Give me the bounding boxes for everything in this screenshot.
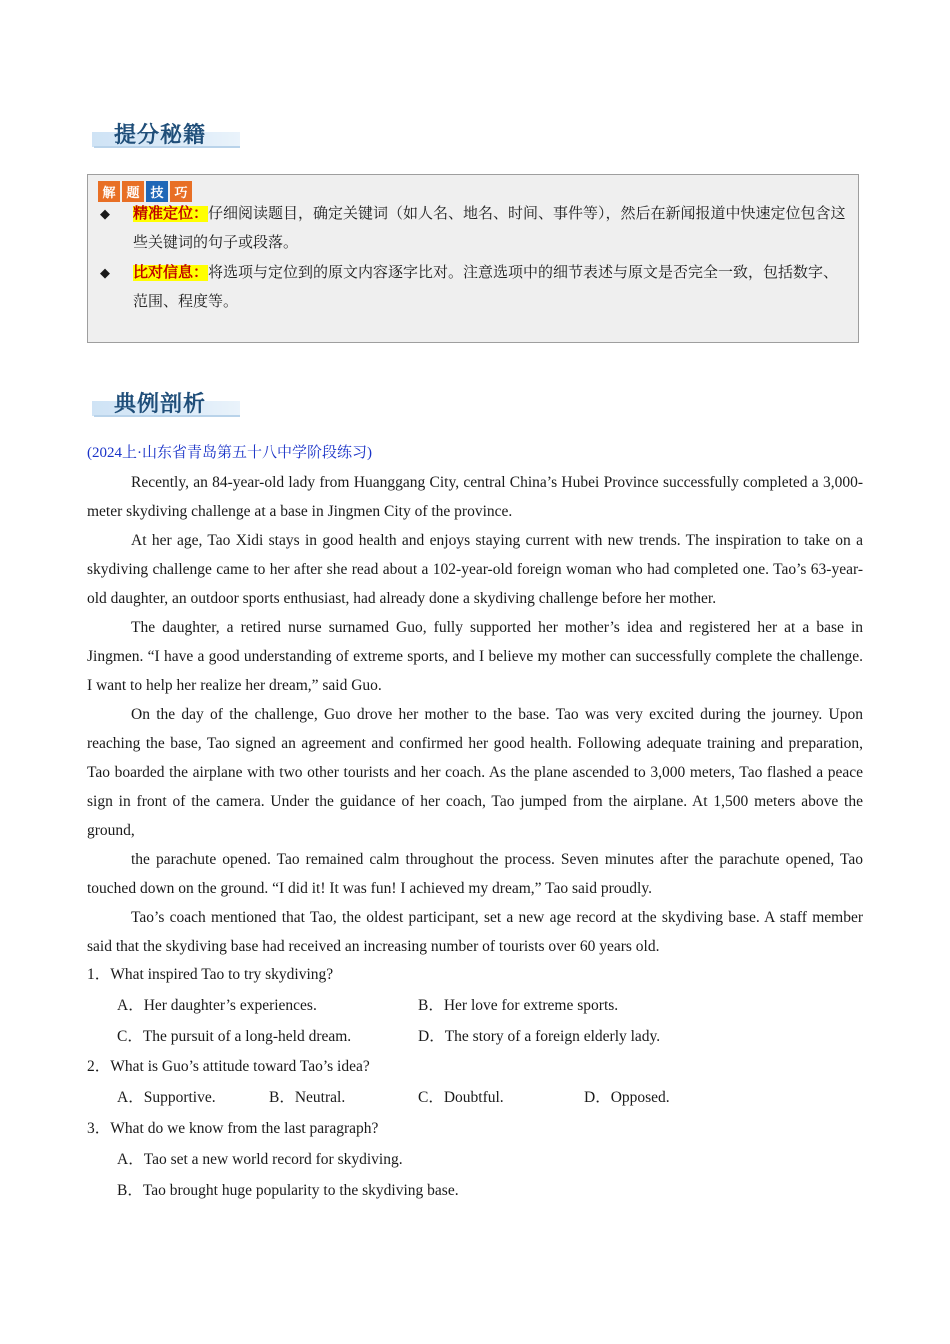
answer-option[interactable]: C．Doubtful. xyxy=(418,1089,504,1106)
tip-item xyxy=(100,259,852,317)
question-stem: 2．What is Guo’s attitude toward Tao’s idea? xyxy=(87,1058,370,1075)
source-citation: (2024上·山东省青岛第五十八中学阶段练习) xyxy=(87,445,372,461)
passage-paragraph: Recently, an 84-year-old lady from Huanggang City, central China’s Hubei Province successfully completed a 3,000-meter skydiving challenge at a base in Jingmen City of the province. xyxy=(87,474,863,520)
question-stem: 1．What inspired Tao to try skydiving? xyxy=(87,966,334,983)
tips-badge-group xyxy=(98,181,192,202)
answer-option[interactable]: B．Tao brought huge popularity to the skydiving base. xyxy=(117,1182,459,1199)
passage-paragraph: At her age, Tao Xidi stays in good health and enjoys staying current with new trends. The inspiration to take on a skydiving challenge came to her after she read about a 102-year-old foreign woman who had completed one. Tao’s 63-year-old daughter, an outdoor sports enthusiast, had already done a skydiving challenge before her mother. xyxy=(87,532,863,607)
answer-option[interactable]: D．Opposed. xyxy=(584,1089,670,1106)
answer-option[interactable]: D．The story of a foreign elderly lady. xyxy=(418,1028,661,1045)
answer-option[interactable]: A．Her daughter’s experiences. xyxy=(117,997,317,1014)
answer-option[interactable]: B．Her love for extreme sports. xyxy=(418,997,619,1014)
tip-item xyxy=(100,200,852,258)
tips-badge: 题 xyxy=(122,181,144,202)
tip-keyword: 比对信息： xyxy=(133,265,209,281)
example-section-title: 典例剖析 xyxy=(114,392,207,417)
answer-option[interactable]: B．Neutral. xyxy=(269,1089,346,1106)
answer-option[interactable]: C．The pursuit of a long-held dream. xyxy=(117,1028,352,1045)
tips-badge: 技 xyxy=(146,181,168,202)
passage-paragraph: On the day of the challenge, Guo drove her mother to the base. Tao was very excited during the journey. Upon reaching the base, Tao signed an agreement and confirmed her good health. Following adequate training and preparation, Tao boarded the airplane with two other tourists and her coach. As the plane ascended to 3,000 meters, Tao flashed a peace sign in front of the camera. Under the guidance of her coach, Tao jumped from the airplane. At 1,500 meters above the ground, xyxy=(87,706,863,839)
tips-box xyxy=(87,174,859,343)
passage-paragraph: The daughter, a retired nurse surnamed Guo, fully supported her mother’s idea and registered her at a base in Jingmen. “I have a good understanding of extreme sports, and I believe my mother can successfully complete the challenge. I want to help her realize her dream,” said Guo. xyxy=(87,619,863,694)
passage-paragraph: the parachute opened. Tao remained calm throughout the process. Seven minutes after the parachute opened, Tao touched down on the ground. “I did it! It was fun! I achieved my dream,” Tao said proudly. xyxy=(87,851,863,897)
answer-option[interactable]: A．Tao set a new world record for skydiving. xyxy=(117,1151,403,1168)
answer-option[interactable]: A．Supportive. xyxy=(117,1089,216,1106)
tips-section-banner xyxy=(92,118,242,150)
diamond-bullet-icon: ◆ xyxy=(100,266,110,281)
example-section-banner xyxy=(92,387,242,419)
tips-badge: 巧 xyxy=(170,181,192,202)
passage-paragraph: Tao’s coach mentioned that Tao, the oldest participant, set a new age record at the skydiving base. A staff member said that the skydiving base had received an increasing number of tourists over 60 years old. xyxy=(87,909,863,955)
question-stem: 3．What do we know from the last paragraph? xyxy=(87,1120,379,1137)
tips-badge: 解 xyxy=(98,181,120,202)
tip-text: 仔细阅读题目，确定关键词（如人名、地名、时间、事件等），然后在新闻报道中快速定位包含这些关键词的句子或段落。 xyxy=(133,206,846,251)
tip-keyword: 精准定位： xyxy=(133,206,209,222)
tips-section-title: 提分秘籍 xyxy=(114,123,207,148)
tip-text: 将选项与定位到的原文内容逐字比对。注意选项中的细节表述与原文是否完全一致，包括数字、范围、程度等。 xyxy=(133,265,839,310)
diamond-bullet-icon: ◆ xyxy=(100,207,110,222)
reading-passage xyxy=(87,468,863,961)
